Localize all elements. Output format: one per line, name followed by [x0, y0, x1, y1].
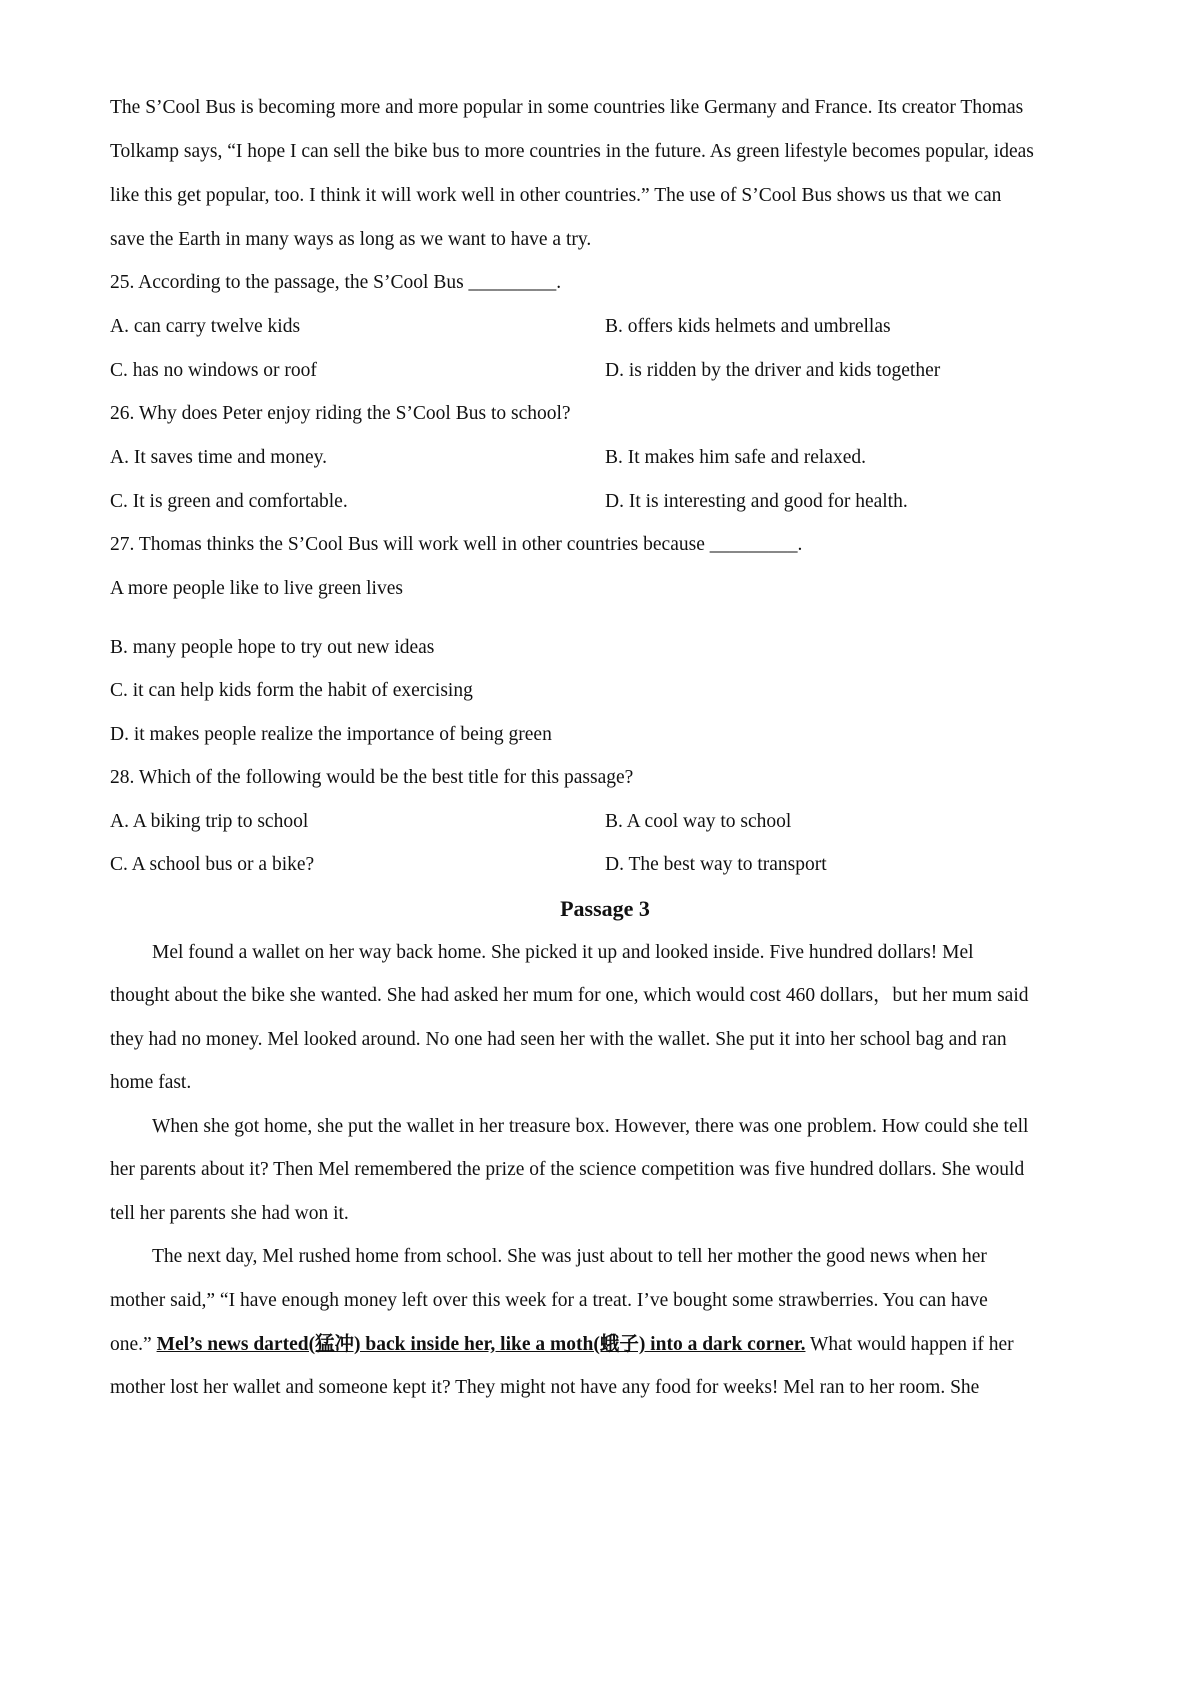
passage2-line-1: The S’Cool Bus is becoming more and more popular in some countries like Germany and France. Its creator Thomas — [110, 97, 1024, 118]
question-28-stem: 28. Which of the following would be the best title for this passage? — [110, 767, 634, 788]
question-28-option-a: A. A biking trip to school — [110, 811, 309, 832]
question-28-option-d: D. The best way to transport — [605, 854, 827, 875]
underlined-sentence: Mel’s news darted(猛冲) back inside her, like a moth(蛾子) into a dark corner. — [156, 1334, 806, 1355]
question-25-option-a: A. can carry twelve kids — [110, 316, 301, 337]
question-26-option-a: A. It saves time and money. — [110, 447, 327, 468]
passage3-para1-line-2: thought about the bike she wanted. She had asked her mum for one, which would cost 460 dollars，but her mum said — [110, 985, 1029, 1006]
passage-3-title: Passage 3 — [560, 896, 650, 921]
question-27-option-b: B. many people hope to try out new ideas — [110, 637, 435, 658]
passage3-para3-line-1: The next day, Mel rushed home from school. She was just about to tell her mother the good news when her — [152, 1246, 987, 1267]
passage3-para2-line-2: her parents about it? Then Mel remembered the prize of the science competition was five hundred dollars. She would — [110, 1159, 1025, 1180]
passage3-line-suffix: What would happen if her — [805, 1334, 1014, 1355]
question-27-stem: 27. Thomas thinks the S’Cool Bus will work well in other countries because _________. — [110, 534, 803, 555]
question-28-option-b: B. A cool way to school — [605, 811, 792, 832]
passage2-line-4: save the Earth in many ways as long as we want to have a try. — [110, 229, 592, 250]
question-25-option-c: C. has no windows or roof — [110, 360, 317, 381]
question-25-option-d: D. is ridden by the driver and kids together — [605, 360, 941, 381]
passage3-para1-line-3: they had no money. Mel looked around. No one had seen her with the wallet. She put it into her school bag and ran — [110, 1029, 1007, 1050]
passage3-para3-line-4: mother lost her wallet and someone kept it? They might not have any food for weeks! Mel ran to her room. She — [110, 1377, 980, 1398]
question-27-option-d: D. it makes people realize the importance of being green — [110, 724, 552, 745]
question-26-option-c: C. It is green and comfortable. — [110, 491, 348, 512]
question-26-stem: 26. Why does Peter enjoy riding the S’Cool Bus to school? — [110, 403, 571, 424]
question-26-option-b: B. It makes him safe and relaxed. — [605, 447, 866, 468]
question-27-option-a: A more people like to live green lives — [110, 578, 403, 599]
question-25-option-b: B. offers kids helmets and umbrellas — [605, 316, 891, 337]
question-27-option-c: C. it can help kids form the habit of exercising — [110, 680, 473, 701]
question-26-option-d: D. It is interesting and good for health. — [605, 491, 908, 512]
passage3-para2-line-3: tell her parents she had won it. — [110, 1203, 349, 1224]
passage3-para1-line-4: home fast. — [110, 1072, 192, 1093]
passage3-para3-line-2: mother said,” “I have enough money left over this week for a treat. I’ve bought some strawberries. You can have — [110, 1290, 988, 1311]
passage3-para2-line-1: When she got home, she put the wallet in her treasure box. However, there was one problem. How could she tell — [152, 1116, 1029, 1137]
question-28-option-c: C. A school bus or a bike? — [110, 854, 315, 875]
passage2-line-3: like this get popular, too. I think it will work well in other countries.” The use of S’Cool Bus shows us that we can — [110, 185, 1002, 206]
passage3-line-prefix: one.” — [110, 1334, 157, 1355]
passage3-para1-line-1: Mel found a wallet on her way back home. She picked it up and looked inside. Five hundred dollars! Mel — [152, 942, 974, 963]
passage2-line-2: Tolkamp says, “I hope I can sell the bike bus to more countries in the future. As green lifestyle becomes popular, ideas — [110, 141, 1034, 162]
question-25-stem: 25. According to the passage, the S’Cool Bus _________. — [110, 272, 562, 293]
passage3-para3-line-3 — [110, 1333, 1014, 1357]
